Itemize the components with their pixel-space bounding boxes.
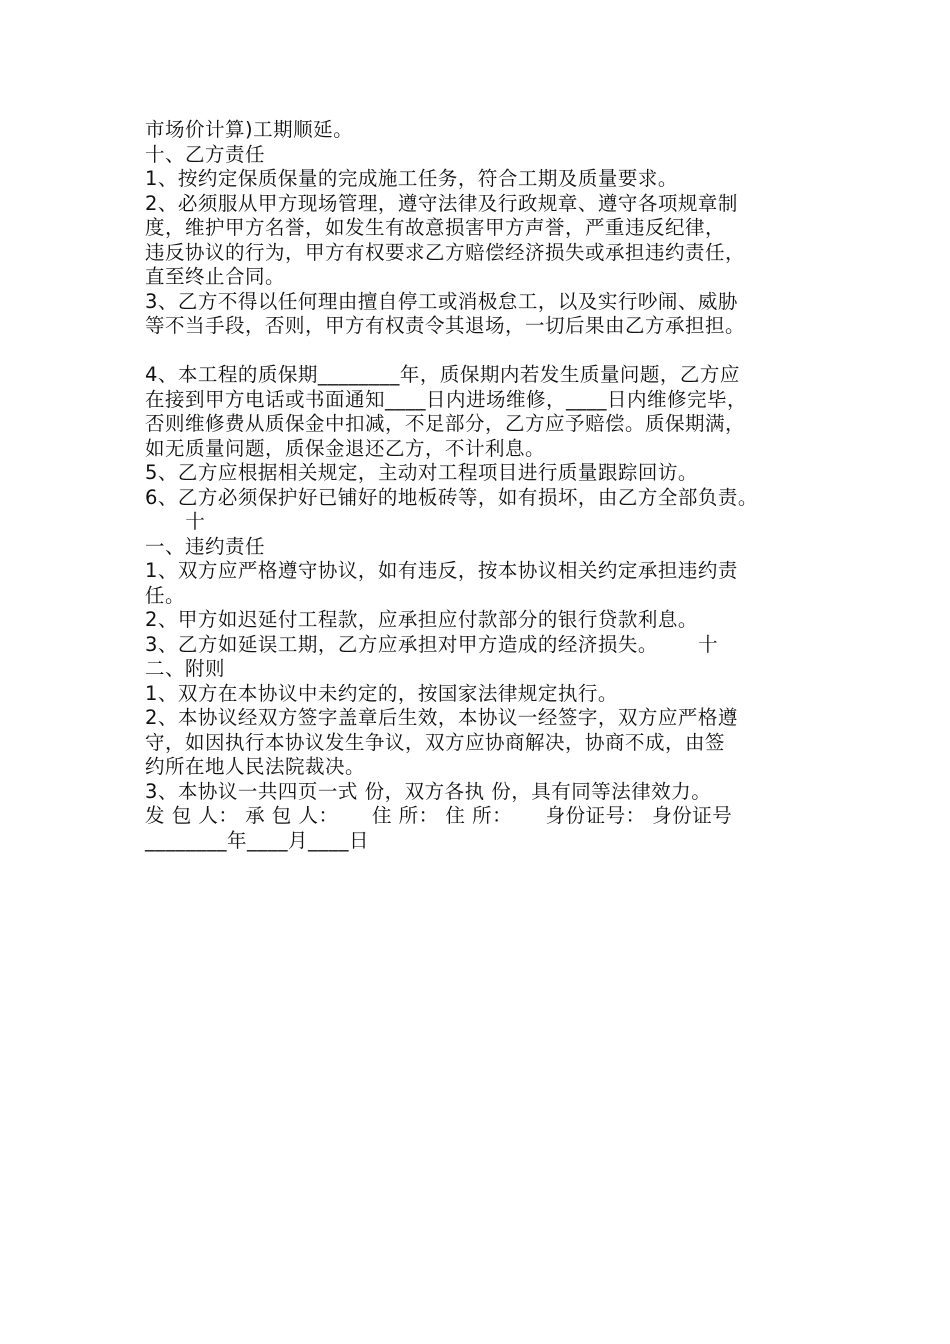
text-line: 直至终止合同。 <box>145 265 286 288</box>
section-number-fragment: 十 <box>145 510 206 533</box>
text-line: 2、本协议经双方签字盖章后生效，本协议一经签字，双方应严格遵 <box>145 706 738 729</box>
section-heading: 二、附则 <box>145 657 226 680</box>
signature-fields: 发 包 人： 承 包 人： 住 所： 住 所： 身份证号： 身份证号 <box>145 804 733 827</box>
text-line: 6、乙方必须保护好已铺好的地板砖等，如有损坏，由乙方全部负责。 <box>145 485 758 509</box>
blank-line <box>145 339 825 364</box>
text-line: 2、必须服从甲方现场管理，遵守法律及行政规章、遵守各项规章制 <box>145 191 738 215</box>
text-line: 3、乙方不得以任何理由擅自停工或消极怠工，以及实行吵闹、威胁 <box>145 289 738 313</box>
text-line: 违反协议的行为，甲方有权要求乙方赔偿经济损失或承担违约责任， <box>145 240 746 264</box>
text-line: 等不当手段，否则，甲方有权责令其退场，一切后果由乙方承担担。 <box>145 314 746 337</box>
text-line: 5、乙方应根据相关规定，主动对工程项目进行质量跟踪回访。 <box>145 461 698 484</box>
text-line: 否则维修费从质保金中扣减，不足部分，乙方应予赔偿。质保期满， <box>145 412 746 435</box>
text-line: 3、本协议一共四页一式 份，双方各执 份，具有同等法律效力。 <box>145 779 712 803</box>
text-line: 任。 <box>145 583 186 607</box>
text-line: 3、乙方如延误工期，乙方应承担对甲方造成的经济损失。 十 <box>145 632 719 656</box>
text-line: 2、甲方如迟延付工程款，应承担应付款部分的银行贷款利息。 <box>145 608 698 631</box>
text-line: 1、双方在本协议中未约定的，按国家法律规定执行。 <box>145 681 618 705</box>
text-line: 度，维护甲方名誉，如发生有故意损害甲方声誉，严重违反纪律， <box>145 216 726 239</box>
section-heading: 一、违约责任 <box>145 534 266 558</box>
text-line: 1、双方应严格遵守协议，如有违反，按本协议相关约定承担违约责 <box>145 559 738 582</box>
text-line: 如无质量问题，质保金退还乙方，不计利息。 <box>145 436 546 460</box>
date-field: ________年____月____日 <box>145 828 370 852</box>
text-line: 市场价计算)工期顺延。 <box>145 118 354 141</box>
text-line: 约所在地人民法院裁决。 <box>145 755 366 778</box>
text-line: 在接到甲方电话或书面通知____日内进场维修，____日内维修完毕， <box>145 387 748 411</box>
text-line: 1、按约定保质保量的完成施工任务，符合工期及质量要求。 <box>145 167 678 190</box>
section-heading: 十、乙方责任 <box>145 142 266 166</box>
document-body <box>145 118 825 853</box>
text-line: 守，如因执行本协议发生争议，双方应协商解决，协商不成，由签 <box>145 730 726 754</box>
text-line: 4、本工程的质保期________年，质保期内若发生质量问题，乙方应 <box>145 363 740 386</box>
